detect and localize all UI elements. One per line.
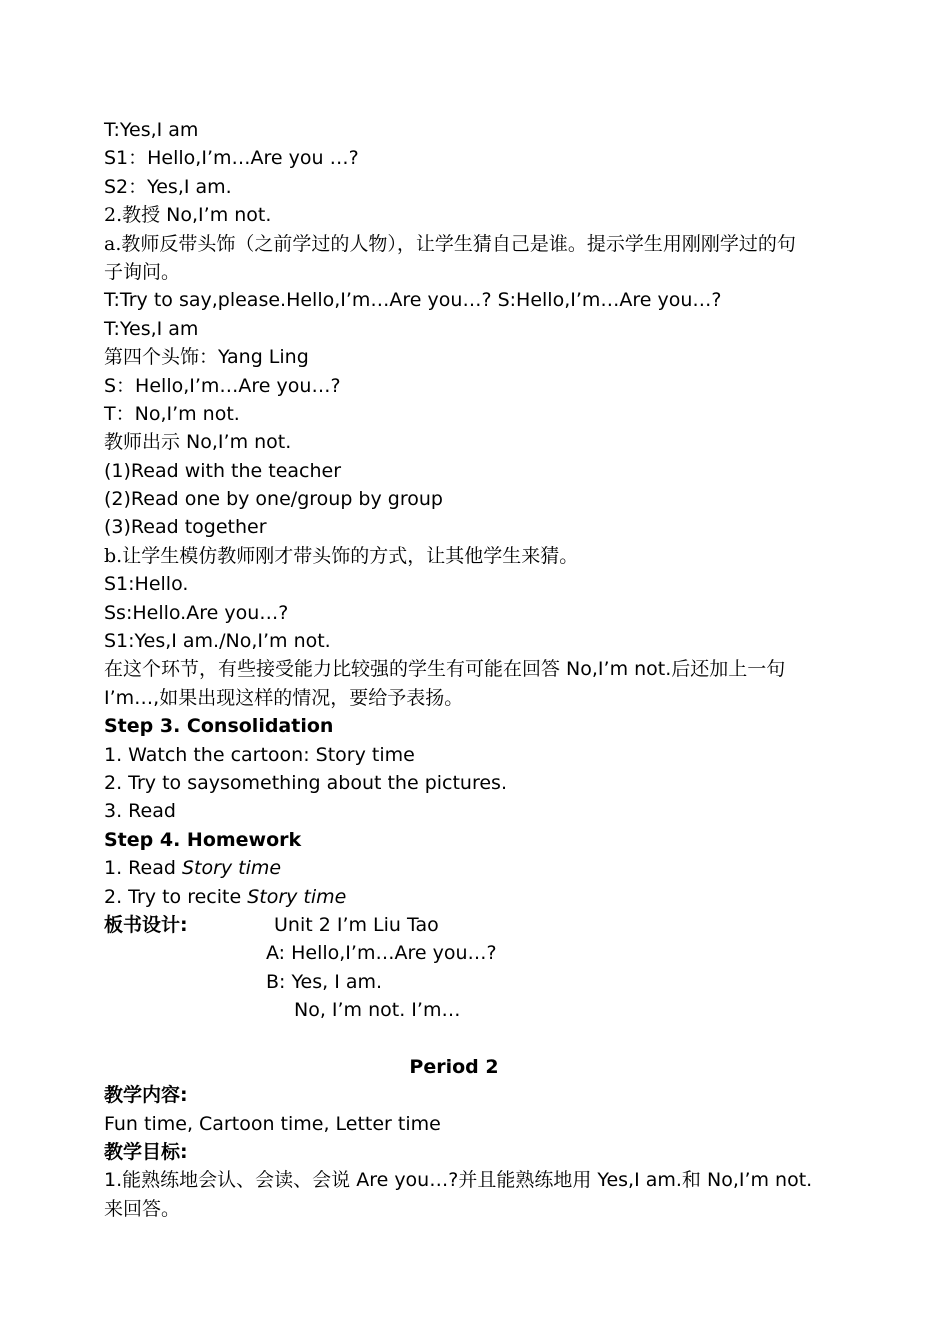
text-en: Yes,I am. <box>591 1169 682 1192</box>
text-en: Are you…? <box>350 1169 459 1192</box>
spacer <box>104 1025 804 1053</box>
board-design-line: B: Yes, I am. <box>266 970 383 993</box>
note-line <box>104 655 804 683</box>
instruction-line: a.教师反带头饰（之前学过的人物），让学生猜自己是谁。提示学生用刚刚学过的句 <box>104 232 796 255</box>
dialogue-line: T:Yes,I am <box>104 317 199 340</box>
text-cn: 2.教授 <box>104 204 161 227</box>
dialogue-line: T:Try to say,please.Hello,I’m…Are you…? S:Hello,I’m…Are you…? <box>104 289 722 312</box>
reading-item: (1)Read with the teacher <box>104 459 342 482</box>
text-en: No,I’m not. <box>180 431 292 454</box>
text-cn: 教师出示 <box>104 431 181 454</box>
text-cn: 在这个环节，有些接受能力比较强的学生有可能在回答 <box>104 658 561 681</box>
text-en: No,I’m not. <box>700 1169 813 1192</box>
text-cn: 和 <box>681 1169 701 1192</box>
step4-item <box>104 854 804 882</box>
headwear-line <box>104 343 804 371</box>
step3-item: 1. Watch the cartoon: Story time <box>104 743 415 766</box>
text-en: No,I’m not. <box>560 658 672 681</box>
text-emphasis: Story time <box>181 857 282 880</box>
reading-item: (2)Read one by one/group by group <box>104 488 443 511</box>
section-text: Fun time, Cartoon time, Letter time <box>104 1112 441 1135</box>
board-design-line: No, I’m not. I’m… <box>294 999 461 1022</box>
section-label: 教学内容: <box>104 1084 188 1107</box>
text-cn: 如果出现这样的情况，要给予表扬。 <box>159 686 464 709</box>
text-emphasis: Story time <box>247 885 347 908</box>
board-design-label: 板书设计: <box>104 913 188 936</box>
text-en: 1. <box>104 1169 123 1192</box>
dialogue-line: S1：Hello,I’m…Are you …? <box>104 147 359 170</box>
dialogue-line: T:Yes,I am <box>104 119 199 141</box>
instruction-line: 子询问。 <box>104 260 181 283</box>
goal-line <box>104 1166 813 1194</box>
document-page <box>104 116 813 1223</box>
text-cn: 并且能熟练地用 <box>458 1169 592 1192</box>
step3-item: 3. Read <box>104 800 176 823</box>
dialogue-line: S1:Yes,I am./No,I’m not. <box>104 630 331 653</box>
dialogue-line: Ss:Hello.Are you…? <box>104 601 289 624</box>
section-label: 教学目标: <box>104 1141 188 1164</box>
step4-item <box>104 883 804 911</box>
text-cn: 后还加上一句 <box>671 658 786 681</box>
text-cn: 第四个头饰： <box>104 346 219 369</box>
text-en: Yang Ling <box>218 346 309 369</box>
text-en: I’m…, <box>104 686 160 709</box>
teaching-step-line <box>104 201 804 229</box>
step3-heading: Step 3. Consolidation <box>104 715 334 738</box>
dialogue-line: S：Hello,I’m…Are you…? <box>104 374 341 397</box>
reading-item: (3)Read together <box>104 516 267 539</box>
instruction-line: b.让学生模仿教师刚才带头饰的方式，让其他学生来猜。 <box>104 544 579 567</box>
board-design-title-line <box>104 911 804 939</box>
dialogue-line: S1:Hello. <box>104 573 189 596</box>
step4-heading: Step 4. Homework <box>104 828 302 851</box>
text-cn: 能熟练地会认、会读、会说 <box>122 1169 351 1192</box>
step3-item: 2. Try to saysomething about the pictures. <box>104 771 507 794</box>
dialogue-line: T：No,I’m not. <box>104 402 240 425</box>
board-design-title: Unit 2 I’m Liu Tao <box>274 913 439 936</box>
text-en: 1. Read <box>104 857 182 880</box>
board-design-line: A: Hello,I’m…Are you…? <box>266 942 497 965</box>
text-en: 2. Try to recite <box>104 885 248 908</box>
dialogue-line: S2：Yes,I am. <box>104 175 232 198</box>
goal-line: 来回答。 <box>104 1197 181 1220</box>
instruction-line <box>104 428 804 456</box>
text-en: No,I’m not. <box>160 204 272 227</box>
note-line <box>104 684 804 712</box>
period-title: Period 2 <box>409 1055 499 1078</box>
